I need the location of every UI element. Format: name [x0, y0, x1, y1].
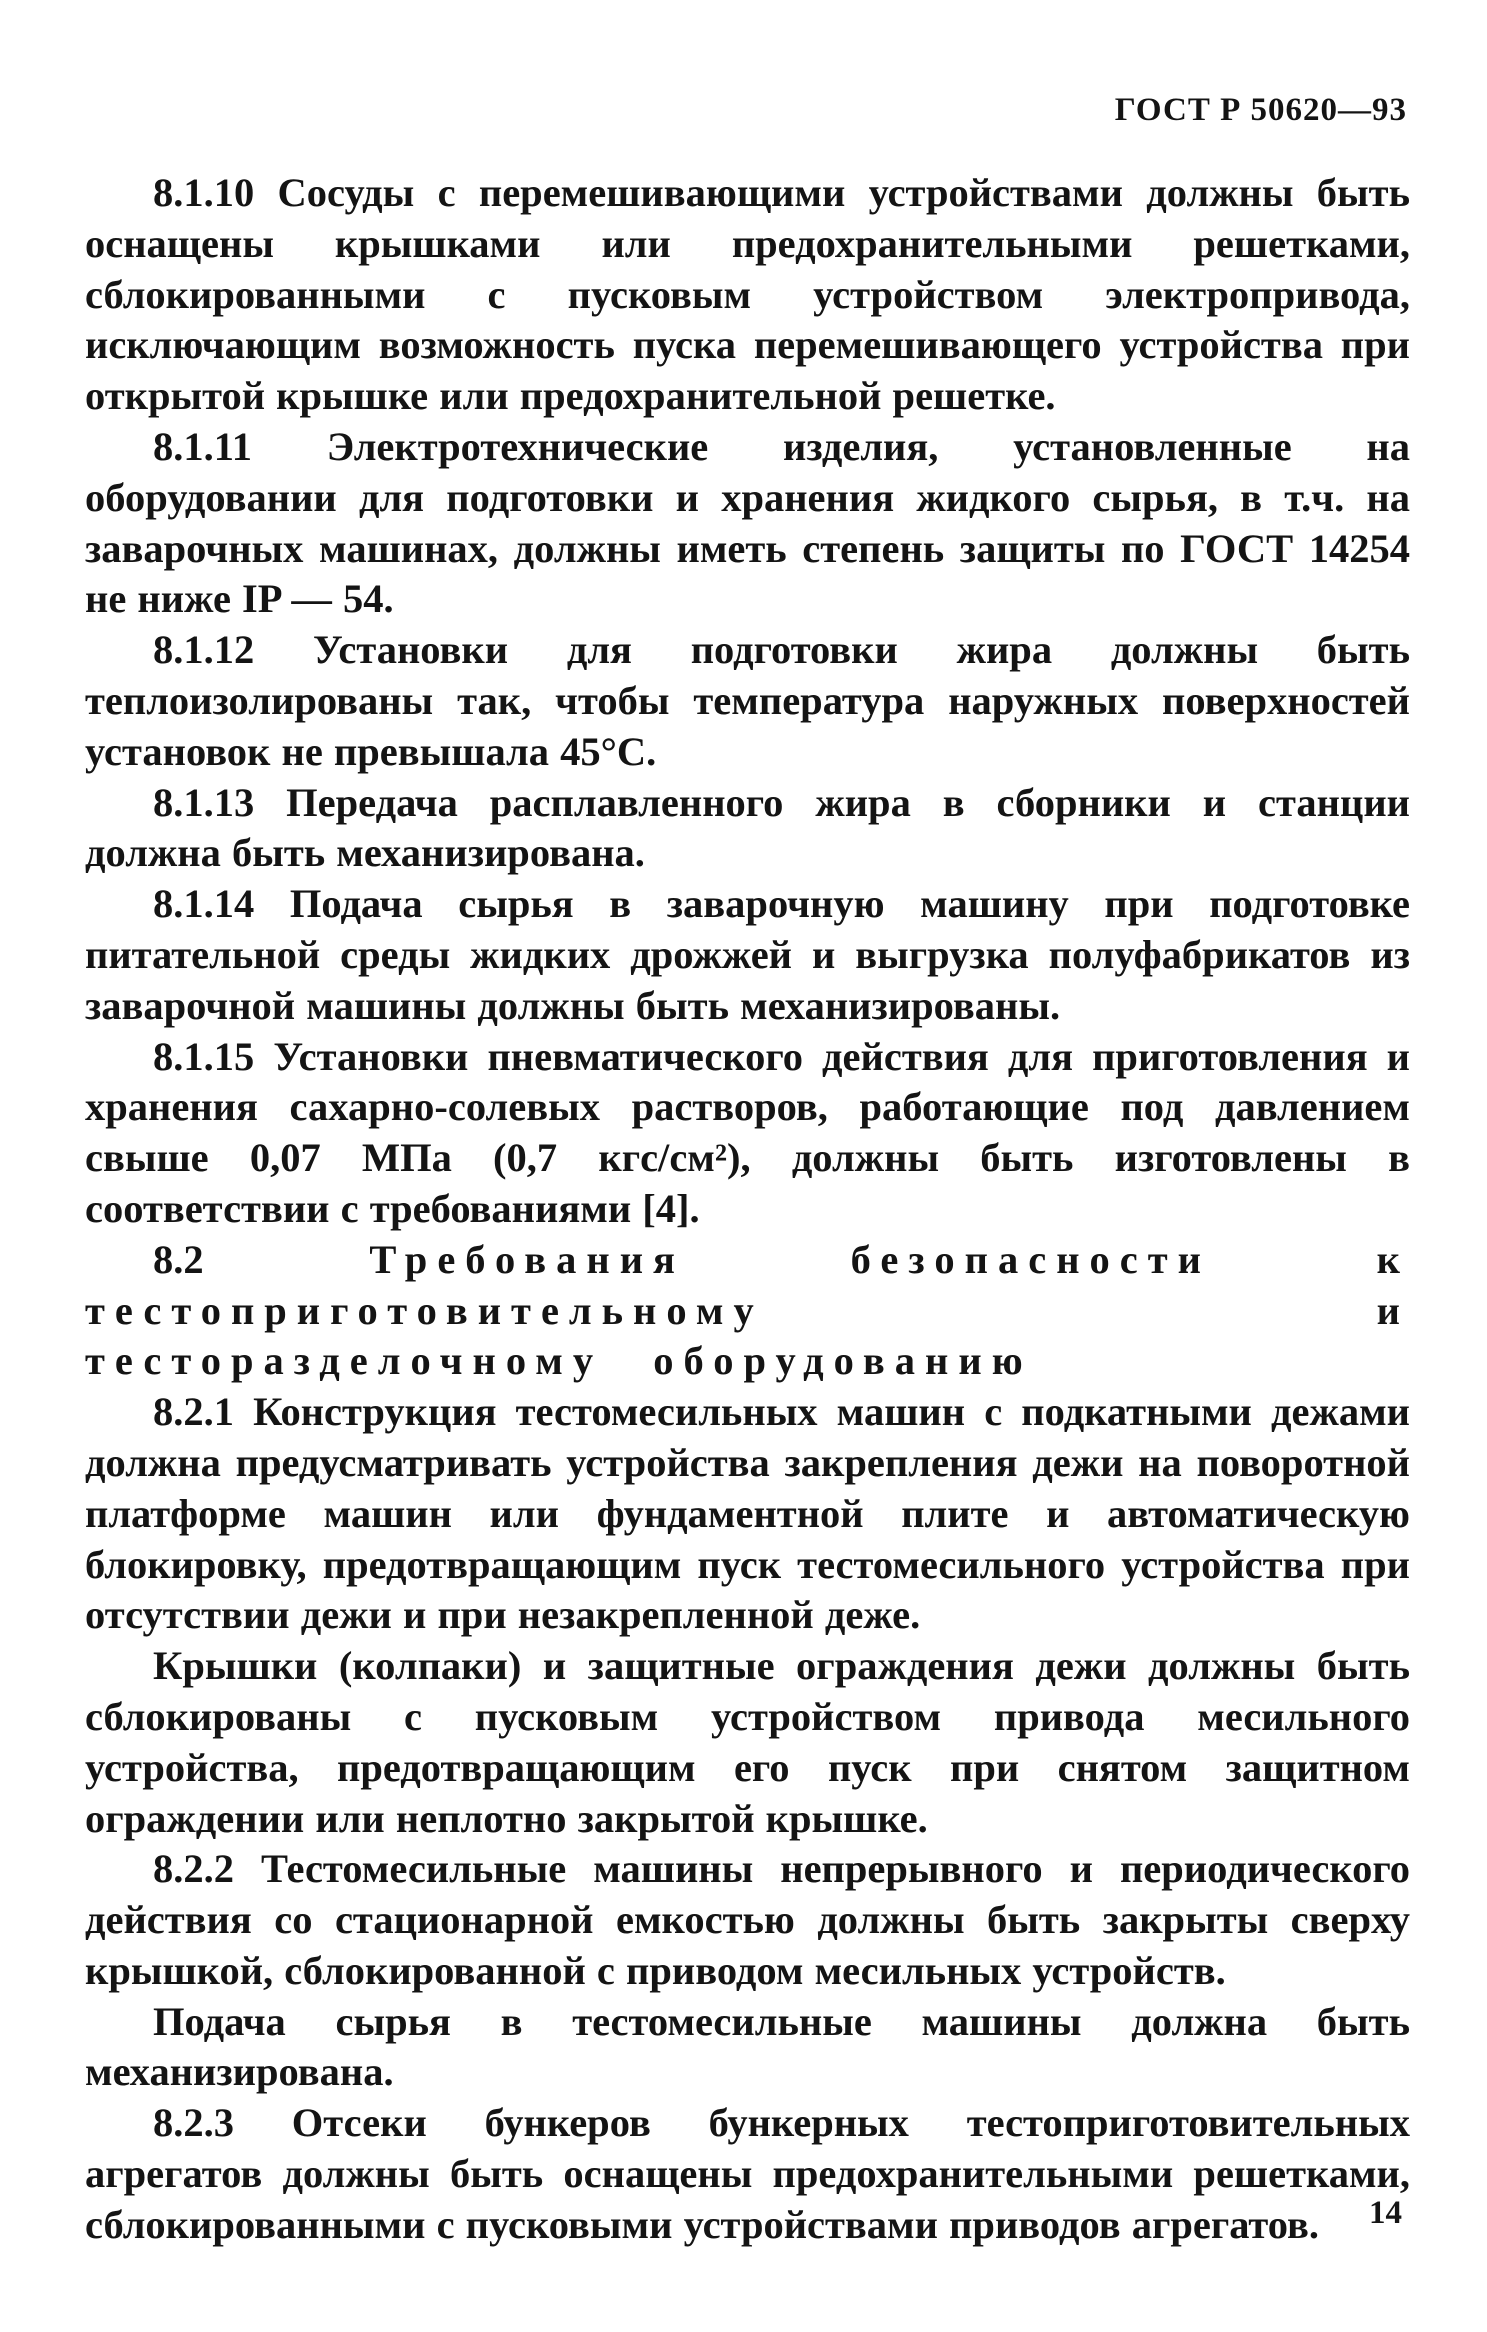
- page-number: 14: [1369, 2195, 1402, 2231]
- section-number: 8.2: [153, 1236, 204, 1282]
- section-title: Требования безопасности к тестоприготовительному и тесторазделочному оборудованию: [85, 1236, 1411, 1384]
- clause-8-1-12: 8.1.12 Установки для подготовки жира должны быть теплоизолированы так, чтобы температура наружных поверхностей установок не превышала 45°С.: [85, 627, 1410, 774]
- clause-8-2-1: 8.2.1 Конструкция тестомесильных машин с подкатными дежами должна предусматривать устройства закрепления дежи на поворотной платформе машин или фундаментной плите и автоматическую блокировку, предотвращающим пуск тестомесильного устройства при отсутствии дежи и при незакрепленной деже.: [85, 1389, 1410, 1638]
- section-heading-8-2: [85, 1235, 1410, 1387]
- clause-8-2-1-cont: Крышки (колпаки) и защитные ограждения дежи должны быть сблокированы с пусковым устройством привода месильного устройства, предотвращающим его пуск при снятом защитном ограждении или неплотно закрытой крышке.: [85, 1643, 1410, 1841]
- clause-8-1-10: 8.1.10 Сосуды с перемешивающими устройствами должны быть оснащены крышками или предохранительными решетками, сблокированными с пусковым устройством электропривода, исключающим возможность пуска перемешивающего устройства при открытой крышке или предохранительной решетке.: [85, 170, 1410, 419]
- clause-8-1-13: 8.1.13 Передача расплавленного жира в сборники и станции должна быть механизирована.: [85, 779, 1410, 876]
- clause-8-1-15: 8.1.15 Установки пневматического действия для приготовления и хранения сахарно-солевых растворов, работающие под давлением свыше 0,07 МПа (0,7 кгс/см²), должны быть изготовлены в соответствии с требованиями [4].: [85, 1033, 1410, 1231]
- document-body: [85, 168, 1410, 2251]
- clause-8-1-14: 8.1.14 Подача сырья в заварочную машину при подготовке питательной среды жидких дрожжей и выгрузка полуфабрикатов из заварочной машины должны быть механизированы.: [85, 881, 1410, 1028]
- clause-8-2-2: 8.2.2 Тестомесильные машины непрерывного и периодического действия со стационарной емкостью должны быть закрыты сверху крышкой, сблокированной с приводом месильных устройств.: [85, 1846, 1410, 1993]
- clause-8-1-11: 8.1.11 Электротехнические изделия, установленные на оборудовании для подготовки и хранения жидкого сырья, в т.ч. на заварочных машинах, должны иметь степень защиты по ГОСТ 14254 не ниже IP — 54.: [85, 423, 1410, 622]
- clause-8-2-2-cont: Подача сырья в тестомесильные машины должна быть механизирована.: [85, 1998, 1410, 2095]
- clause-8-2-3: 8.2.3 Отсеки бункеров бункерных тестоприготовительных агрегатов должны быть оснащены предохранительными решетками, сблокированными с пусковыми устройствами приводов агрегатов.: [85, 2100, 1410, 2247]
- standard-code-header: ГОСТ Р 50620—93: [1114, 92, 1407, 128]
